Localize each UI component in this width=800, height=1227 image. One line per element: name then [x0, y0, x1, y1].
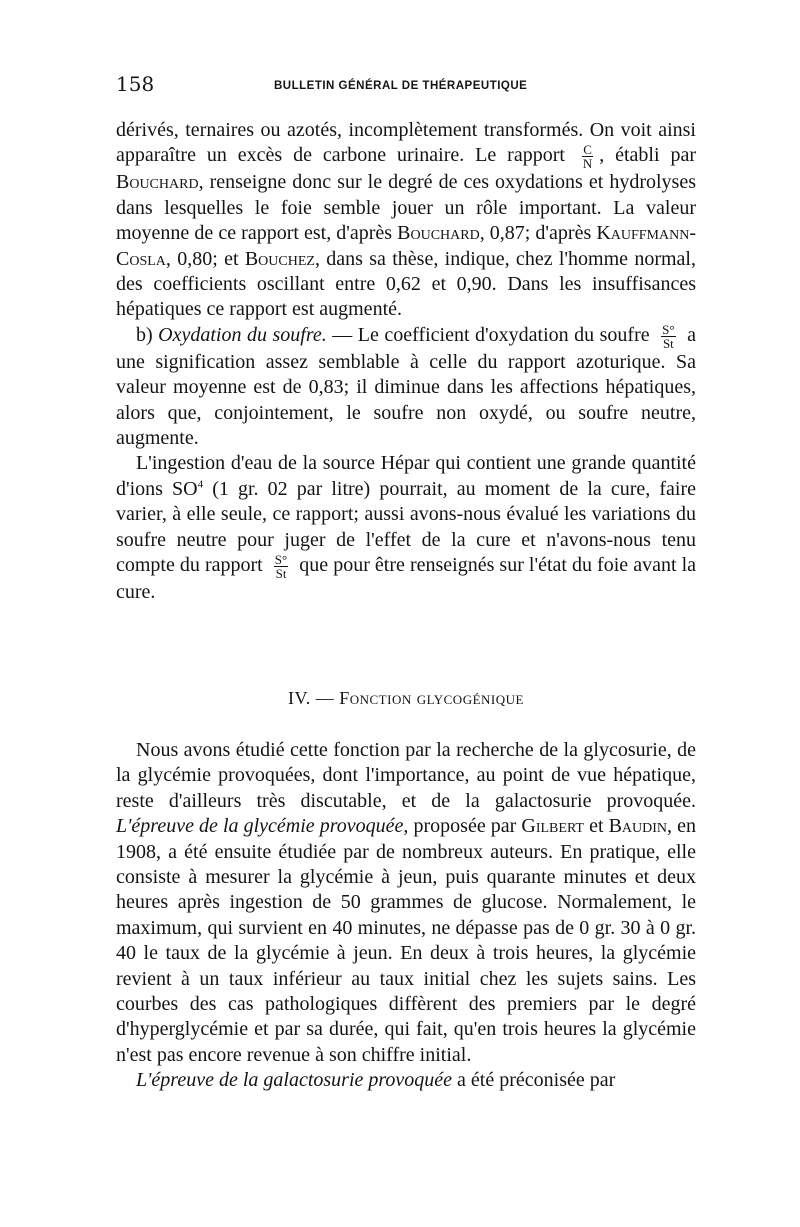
text-span: dérivés, ternaires ou azotés, incomplètement transformés. On voit ainsi apparaître un excès de carbone urinaire. Le rapport — [116, 119, 696, 167]
author-name: Gilbert — [521, 815, 584, 838]
text-span: a été préconisée par — [452, 1069, 616, 1092]
body-text-upper — [116, 118, 696, 606]
paragraph-1 — [116, 118, 696, 323]
text-span: , 0,87; d'après — [479, 222, 597, 245]
paragraph-3 — [116, 451, 696, 605]
subsection-title: Oxydation du soufre. — [158, 323, 327, 346]
paragraph-2 — [116, 323, 696, 452]
section-number: IV. — — [288, 688, 340, 708]
text-span: , renseigne donc sur le degré de ces oxydations et hydrolyses dans lesquelles le foie semble jouer un rôle important. La valeur moyenne de ce rapport est, d'après — [116, 171, 696, 245]
section-title: Fonction glycogénique — [339, 688, 524, 708]
fraction-numerator: S° — [662, 321, 675, 337]
fraction-so-over-st — [274, 553, 288, 580]
text-span: , proposée par — [403, 815, 522, 838]
fraction-numerator: S° — [274, 552, 288, 568]
fraction-numerator: C — [583, 142, 592, 158]
author-name: Kauffmann-Cosla — [116, 222, 696, 270]
text-span: a une signification assez semblable à celle du rapport azoturique. Sa valeur moyenne est de 0,83; il diminue dans les affections hépatiques, alors que, conjointement, le soufre non oxydé, ou soufre neutre, augmente. — [116, 323, 696, 450]
text-span: L'ingestion d'eau de la source Hépar qui contient une grande quantité d'ions SO — [116, 452, 696, 500]
text-span: et — [584, 815, 609, 838]
fraction-denominator: St — [275, 566, 287, 582]
fraction-so-over-st — [661, 323, 675, 350]
text-span: (1 gr. 02 par litre) pourrait, au moment de la cure, faire varier, à elle seule, ce rapport; aussi avons-nous évalué les variations du soufre neutre pour juger de l'effet de la cure et n'avons-nous tenu compte du rapport — [116, 477, 696, 577]
running-title: BULLETIN GÉNÉRAL DE THÉRAPEUTIQUE — [274, 80, 528, 92]
author-name: Bouchard — [116, 171, 199, 194]
text-span: , établi par — [599, 144, 696, 167]
paragraph-5 — [116, 1068, 696, 1093]
text-span: , 0,80; et — [165, 247, 245, 270]
page-header — [116, 70, 696, 100]
text-span: Nous avons étudié cette fonction par la recherche de la glycosurie, de la glycémie provoquées, dont l'importance, au point de vue hépatique, reste d'ailleurs très discutable, et de la galactosurie provoquée. — [116, 739, 696, 812]
body-text-lower — [116, 738, 696, 1094]
author-name: Bouchard — [397, 222, 480, 245]
superscript: 4 — [197, 478, 204, 491]
text-span: — Le coefficient d'oxydation du soufre — [326, 323, 656, 346]
author-name: Baudin — [608, 815, 668, 838]
page — [116, 70, 697, 1092]
emphasis-title: L'épreuve de la galactosurie provoquée — [136, 1069, 453, 1092]
text-span: , dans sa thèse, indique, chez l'homme normal, des coefficients oscillant entre 0,62 et 0,90. Dans les insuffisances hépatiques ce rapport est augmenté. — [116, 247, 696, 321]
section-heading — [116, 688, 696, 709]
fraction-denominator: N — [582, 156, 593, 172]
fraction-c-over-n — [582, 143, 593, 170]
fraction-denominator: St — [662, 335, 674, 351]
item-label: b) — [136, 323, 159, 346]
paragraph-4 — [116, 738, 696, 1068]
text-span: , en 1908, a été ensuite étudiée par de nombreux auteurs. En pratique, elle consiste à mesurer la glycémie à jeun, puis quarante minutes et deux heures après ingestion de 50 grammes de glucose. Normalement, le maximum, qui survient en 40 minutes, ne dépasse pas de 0 gr. 30 à 0 gr. 40 le taux de la glycémie à jeun. En deux à trois heures, la glycémie revient à un taux inférieur au taux initial chez les sujets sains. Les courbes des cas pathologiques diffèrent des premiers par le degré d'hyperglycémie et par sa durée, qui fait, qu'en trois heures la glycémie n'est pas encore revenue à son chiffre initial. — [116, 815, 696, 1066]
text-span: que pour être renseignés sur l'état du foie avant la cure. — [116, 554, 697, 604]
emphasis-title: L'épreuve de la glycémie provoquée — [116, 815, 404, 838]
author-name: Bouchez — [244, 247, 315, 270]
page-number: 158 — [116, 72, 155, 96]
